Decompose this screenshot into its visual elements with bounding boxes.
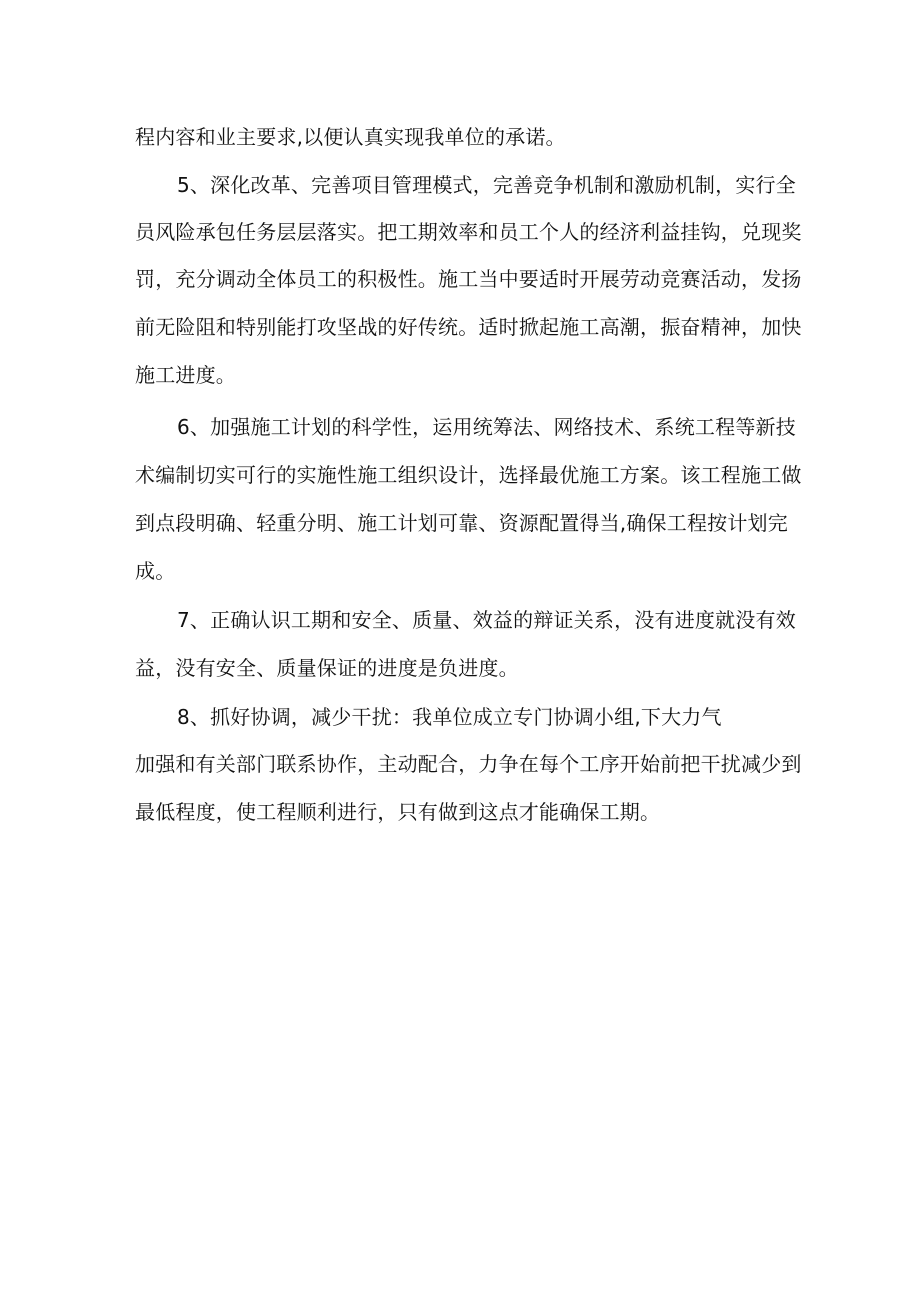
- paragraph-7-line-1: 7、正确认识工期和安全、质量、效益的辩证关系，没有进度就没有效: [177, 608, 796, 632]
- paragraph-6-line-3: 到点段明确、轻重分明、施工计划可靠、资源配置得当,确保工程按计划完: [135, 511, 788, 535]
- paragraph-8-line-1: 8、抓好协调，减少干扰：我单位成立专门协调小组,下大力气: [177, 705, 722, 729]
- paragraph-6-line-1: 6、加强施工计划的科学性，运用统筹法、网络技术、系统工程等新技: [177, 415, 796, 439]
- paragraph-5-line-3: 罚，充分调动全体员工的积极性。施工当中要适时开展劳动竞赛活动，发扬: [135, 267, 802, 291]
- paragraph-7-line-2: 益，没有安全、质量保证的进度是负进度。: [135, 656, 519, 680]
- paragraph-5-line-4: 前无险阻和特别能打攻坚战的好传统。适时掀起施工高潮，振奋精神，加快: [135, 315, 802, 339]
- paragraph-5-line-1: 5、深化改革、完善项目管理模式，完善竞争机制和激励机制，实行全: [177, 173, 796, 197]
- paragraph-5-line-2: 员风险承包任务层层落实。把工期效率和员工个人的经济利益挂钩，兑现奖: [135, 220, 802, 244]
- paragraph-6-line-2: 术编制切实可行的实施性施工组织设计，选择最优施工方案。该工程施工做: [135, 463, 802, 487]
- paragraph-8-line-2: 加强和有关部门联系协作，主动配合，力争在每个工序开始前把干扰减少到: [135, 752, 802, 776]
- text-line: 程内容和业主要求,以便认真实现我单位的承诺。: [135, 125, 566, 149]
- paragraph-5-line-5: 施工进度。: [135, 363, 236, 387]
- paragraph-8-line-3: 最低程度，使工程顺利进行，只有做到这点才能确保工期。: [135, 800, 661, 824]
- paragraph-6-line-4: 成。: [135, 559, 176, 583]
